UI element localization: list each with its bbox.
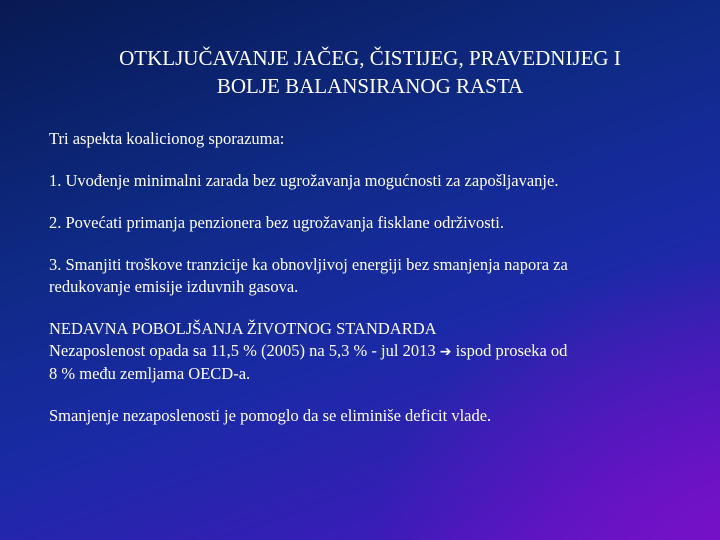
closing-text: Smanjenje nezaposlenosti je pomoglo da se eliminiše deficit vlade. xyxy=(49,406,492,425)
standard-section xyxy=(49,318,699,385)
slide-title xyxy=(40,44,700,100)
stat-text-a: Nezaposlenost opada sa 11,5 % (2005) na 5,3 % - jul 2013 xyxy=(49,341,440,360)
title-line-2: BOLJE BALANSIRANOG RASTA xyxy=(216,74,524,98)
point-2: 2. Povećati primanja penzionera bez ugrožavanja fisklane održivosti. xyxy=(49,213,504,232)
title-line-1: OTKLJUČAVANJE JAČEG, ČISTIJEG, PRAVEDNIJEG I xyxy=(119,46,621,70)
slide-body xyxy=(49,128,699,427)
intro-text: Tri aspekta koalicionog sporazuma: xyxy=(49,129,285,148)
section-heading: NEDAVNA POBOLJŠANJA ŽIVOTNOG STANDARDA xyxy=(49,319,437,338)
point-3-line-1: 3. Smanjiti troškove tranzicije ka obnovljivoj energiji bez smanjenja napora za xyxy=(49,255,568,274)
point-1: 1. Uvođenje minimalni zarada bez ugrožavanja mogućnosti za zapošljavanje. xyxy=(49,171,559,190)
unemployment-stat-line-2: 8 % među zemljama OECD-a. xyxy=(49,364,251,383)
unemployment-stat-line-1 xyxy=(49,340,699,363)
point-3-line-2: redukovanje emisije izduvnih gasova. xyxy=(49,277,299,296)
stat-text-b: ispod proseka od xyxy=(451,341,568,360)
right-arrow-icon: ➔ xyxy=(439,344,452,360)
point-3 xyxy=(49,254,699,298)
